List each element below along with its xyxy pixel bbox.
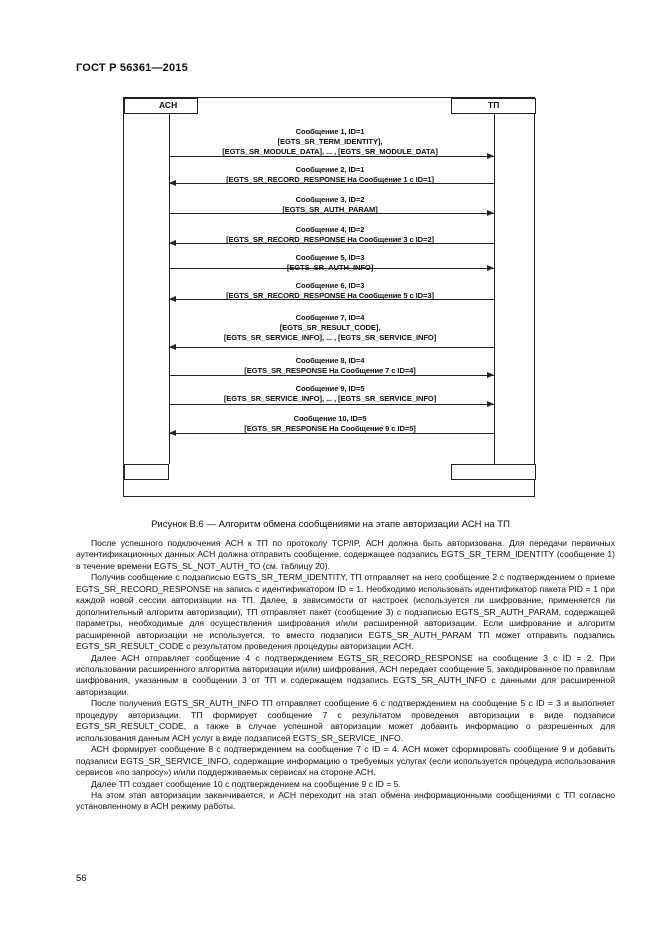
message-label [124, 225, 536, 245]
message-label [124, 356, 536, 376]
message-arrow [169, 243, 494, 244]
message-label-line: [EGTS_SR_AUTH_INFO] [286, 263, 374, 272]
message-label-line: Сообщение 5, ID=3 [295, 253, 365, 262]
message-label [124, 313, 536, 343]
message-label [124, 195, 536, 215]
arrowhead-left-icon [169, 344, 176, 350]
lane-header-left [124, 98, 198, 114]
message-arrow [169, 433, 494, 434]
arrowhead-left-icon [169, 296, 176, 302]
message-label-line: [EGTS_SR_TERM_IDENTITY], [277, 137, 383, 146]
paragraph: На этом этап авторизации заканчивается, и АСН переходит на этап обмена информационными сообщениями с ТП согласно установленному в АСН режиму работы. [76, 789, 615, 812]
message-label-line: Сообщение 10, ID=5 [293, 414, 367, 423]
message-label-line: Сообщение 2, ID=1 [295, 165, 365, 174]
message-label-line: [EGTS_SR_RESPONSE На Сообщение 9 с ID=5] [244, 424, 416, 433]
message-label-line: [EGTS_SR_MODULE_DATA], ... , [EGTS_SR_MODULE_DATA] [222, 147, 438, 156]
lane-title-left: АСН [159, 100, 178, 110]
message-label [124, 127, 536, 157]
lane-header-right [451, 98, 536, 114]
message-label-line: Сообщение 4, ID=2 [295, 225, 365, 234]
message-label-line: Сообщение 6, ID=3 [295, 281, 365, 290]
message-label-line: Сообщение 3, ID=2 [295, 195, 365, 204]
figure-caption: Рисунок В.6 — Алгоритм обмена сообщениями на этапе авторизации АСН на ТП [151, 519, 510, 530]
body-text [76, 538, 615, 813]
message-label-line: [EGTS_SR_SERVICE_INFO], ... , [EGTS_SR_SERVICE_INFO] [223, 333, 437, 342]
page-number: 56 [76, 873, 87, 884]
paragraph: АСН формирует сообщение 8 с подтверждением на сообщение 7 с ID = 4. АСН может сформировать сообщение 9 и добавить подзаписи EGTS_SR_SERVICE_INFO, содержащие информацию о требуемых услугах (если используется процедура использования сервисов «по запросу») и/или поддерживаемых сервисах на стороне АСН. [76, 744, 615, 778]
message-arrow [169, 404, 494, 405]
message-label-line: [EGTS_SR_RESULT_CODE], [279, 323, 381, 332]
lane-title-right: ТП [488, 100, 500, 110]
arrowhead-right-icon [487, 210, 494, 216]
lane-footer-right [451, 464, 536, 480]
paragraph: Получив сообщение с подзаписью EGTS_SR_TERM_IDENTITY, ТП отправляет на него сообщение 2 с подтверждением о приеме EGTS_SR_RECORD_RESPONSE на запись с идентификатором ID = 1. Необходимо использовать идентификатор пакета PID = 1 при каждой новой сессии авторизации на ТП. Далее, в зависимости от настроек (используется ли шифрование, применяется ли дополнительный алгоритм авторизации), ТП отправляет пакет (сообщение 3) с подзаписью EGTS_SR_AUTH_PARAM, содержащей параметры, необходимые для осуществления шифрования и/или расширенной авторизации. Если шифрование и алгоритм расширенной авторизации не используется, то вместо подзаписи EGTS_SR_AUTH_PARAM ТП может отправить подзапись EGTS_SR_RESULT_CODE с результатом проведения процедуры авторизации АСН. [76, 572, 615, 652]
arrowhead-right-icon [487, 153, 494, 159]
message-label-line: [EGTS_SR_RECORD_RESPONSE На Сообщение 5 с ID=3] [226, 291, 434, 300]
arrowhead-right-icon [487, 372, 494, 378]
arrowhead-right-icon [487, 265, 494, 271]
message-label [124, 281, 536, 301]
message-label-line: Сообщение 1, ID=1 [295, 127, 365, 136]
message-arrow [169, 375, 494, 376]
message-arrow [169, 156, 494, 157]
message-label [124, 165, 536, 185]
message-label-line: [EGTS_SR_AUTH_PARAM] [282, 205, 378, 214]
message-label-line: Сообщение 8, ID=4 [295, 356, 365, 365]
message-label-line: Сообщение 7, ID=4 [295, 313, 365, 322]
paragraph: Далее АСН отправляет сообщение 4 с подтверждением EGTS_SR_RECORD_RESPONSE на сообщение 3 с ID = 2. При использовании расширенного алгоритма авторизации и(или) шифрования, АСН передает сообщение 5, закодированное по правилам шифрования, указанным в сообщении 3 от ТП и содержащем подзапись EGTS_SR_AUTH_INFO с данными для расширенной авторизации. [76, 652, 615, 697]
paragraph: Далее ТП создает сообщение 10 с подтверждением на сообщение 9 с ID = 5. [91, 778, 401, 789]
message-label-line: [EGTS_SR_RECORD_RESPONSE На Сообщение 3 с ID=2] [226, 235, 434, 244]
message-arrow [169, 183, 494, 184]
message-arrow [169, 347, 494, 348]
sequence-diagram [123, 97, 535, 497]
message-label-line: [EGTS_SR_RECORD_RESPONSE На Сообщение 1 с ID=1] [226, 175, 434, 184]
message-label [124, 384, 536, 404]
arrowhead-left-icon [169, 240, 176, 246]
message-label [124, 253, 536, 273]
paragraph: После успешного подключения АСН к ТП по протоколу TCP/IP, АСН должна быть авторизована. Для передачи первичных аутентификационных данных АСН должна отправить сообщение, содержащее подзапись EGTS_SR_TERM_IDENTITY (сообщение 1) в течение времени EGTS_SL_NOT_AUTH_TO (см. таблицу 20). [76, 538, 615, 571]
document-header: ГОСТ Р 56361—2015 [76, 62, 188, 74]
arrowhead-left-icon [169, 180, 176, 186]
message-label-line: [EGTS_SR_RESPONSE На Сообщение 7 с ID=4] [244, 366, 416, 375]
paragraph: После получения EGTS_SR_AUTH_INFO ТП отправляет сообщение 6 с подтверждением на сообщение 5 с ID = 3 и выполняет процедуру авторизации. ТП формирует сообщение 7 с результатом проведения авторизации в виде подзаписи EGTS_SR_RESULT_CODE, а также в случае успешной авторизации может добавить информацию о разрешенных для использования данным АСН услуг в виде подзаписей EGTS_SR_SERVICE_INFO. [76, 698, 615, 743]
message-label [124, 414, 536, 434]
message-label-line: [EGTS_SR_SERVICE_INFO], ... , [EGTS_SR_SERVICE_INFO] [223, 394, 437, 403]
arrowhead-left-icon [169, 430, 176, 436]
arrowhead-right-icon [487, 401, 494, 407]
message-label-line: Сообщение 9, ID=5 [295, 384, 365, 393]
message-arrow [169, 299, 494, 300]
lane-footer-left [124, 464, 169, 480]
message-arrow [169, 268, 494, 269]
message-arrow [169, 213, 494, 214]
